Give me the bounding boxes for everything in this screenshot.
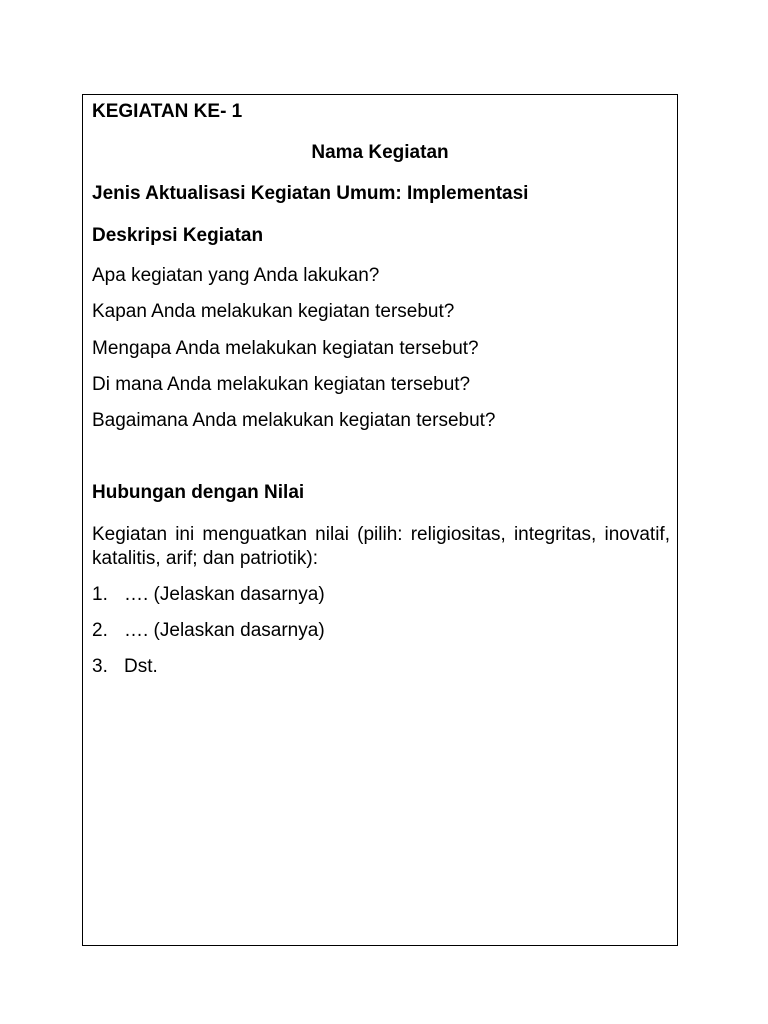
list-item-number: 1. xyxy=(92,584,108,605)
list-item-number: 3. xyxy=(92,656,108,677)
question-how: Bagaimana Anda melakukan kegiatan tersebut? xyxy=(92,410,496,431)
list-item-text: Dst. xyxy=(124,656,158,677)
question-what: Apa kegiatan yang Anda lakukan? xyxy=(92,265,380,286)
question-when: Kapan Anda melakukan kegiatan tersebut? xyxy=(92,301,455,322)
description-heading: Deskripsi Kegiatan xyxy=(92,225,264,246)
list-item-text: …. (Jelaskan dasarnya) xyxy=(124,584,325,605)
list-item xyxy=(92,583,325,607)
list-item xyxy=(92,619,325,643)
activity-number: KEGIATAN KE- 1 xyxy=(92,101,243,122)
activity-form-box xyxy=(82,94,678,946)
question-why: Mengapa Anda melakukan kegiatan tersebut? xyxy=(92,338,479,359)
actualization-type: Jenis Aktualisasi Kegiatan Umum: Implementasi xyxy=(92,183,529,204)
list-item-number: 2. xyxy=(92,620,108,641)
values-intro: Kegiatan ini menguatkan nilai (pilih: religiositas, integritas, inovatif, katalitis, arif; dan patriotik): xyxy=(92,524,670,569)
activity-name: Nama Kegiatan xyxy=(311,142,449,163)
list-item-text: …. (Jelaskan dasarnya) xyxy=(124,620,325,641)
values-heading: Hubungan dengan Nilai xyxy=(92,482,305,503)
question-where: Di mana Anda melakukan kegiatan tersebut? xyxy=(92,374,471,395)
list-item xyxy=(92,655,158,679)
